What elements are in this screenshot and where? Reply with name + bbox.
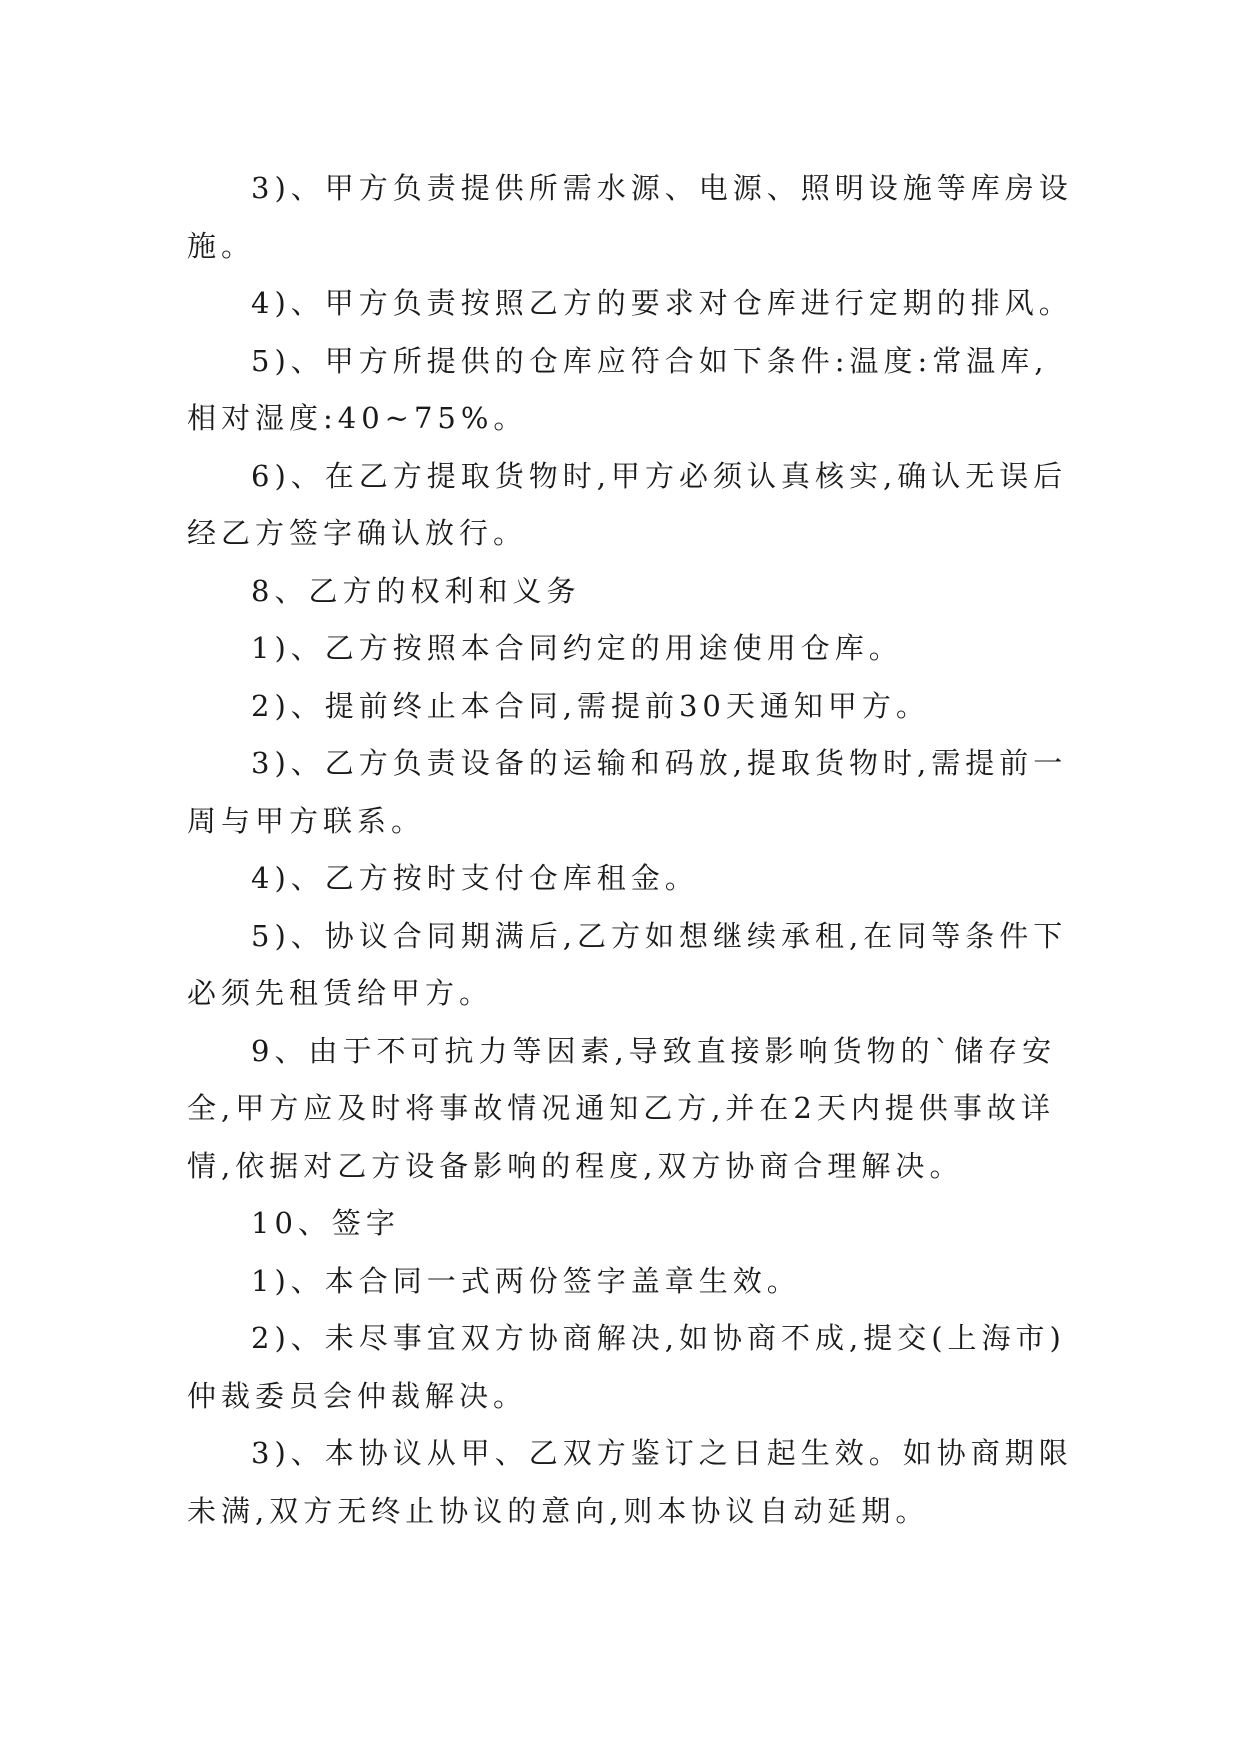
paragraph-early-termination: 2)、提前终止本合同,需提前30天通知甲方。 <box>251 688 930 723</box>
paragraph-copies: 1)、本合同一式两份签字盖章生效。 <box>251 1263 801 1298</box>
paragraph-warehouse-conditions: 5)、甲方所提供的仓库应符合如下条件:温度:常温库,相对湿度:40~75%。 <box>187 343 1049 435</box>
paragraph-usage: 1)、乙方按照本合同约定的用途使用仓库。 <box>251 631 903 665</box>
paragraph-pickup-verification: 6)、在乙方提取货物时,甲方必须认真核实,确认无误后经乙方签字确认放行。 <box>187 458 1068 550</box>
paragraph-water-power: 3)、甲方负责提供所需水源、电源、照明设施等库房设施。 <box>187 171 1073 263</box>
paragraph-effective-date: 3)、本协议从甲、乙双方鉴订之日起生效。如协商期限未满,双方无终止协议的意向,则本协议自动延期。 <box>187 1436 1073 1528</box>
paragraph-ventilation: 4)、甲方负责按照乙方的要求对仓库进行定期的排风。 <box>251 286 1073 320</box>
section-heading-party-b: 8、乙方的权利和义务 <box>251 573 581 608</box>
paragraph-transport: 3)、乙方负责设备的运输和码放,提取货物时,需提前一周与甲方联系。 <box>187 746 1068 838</box>
paragraph-arbitration: 2)、未尽事宜双方协商解决,如协商不成,提交(上海市)仲裁委员会仲裁解决。 <box>187 1321 1066 1413</box>
paragraph-rent-payment: 4)、乙方按时支付仓库租金。 <box>251 861 699 895</box>
paragraph-renewal: 5)、协议合同期满后,乙方如想继续承租,在同等条件下必须先租赁给甲方。 <box>187 918 1068 1010</box>
section-force-majeure: 9、由于不可抗力等因素,导致直接影响货物的`储存安全,甲方应及时将事故情况通知乙方,并在2天内提供事故详情,依据对乙方设备影响的程度,双方协商合理解决。 <box>187 1033 1057 1183</box>
document-body <box>187 160 1077 1540</box>
section-heading-signature: 10、签字 <box>251 1206 400 1240</box>
